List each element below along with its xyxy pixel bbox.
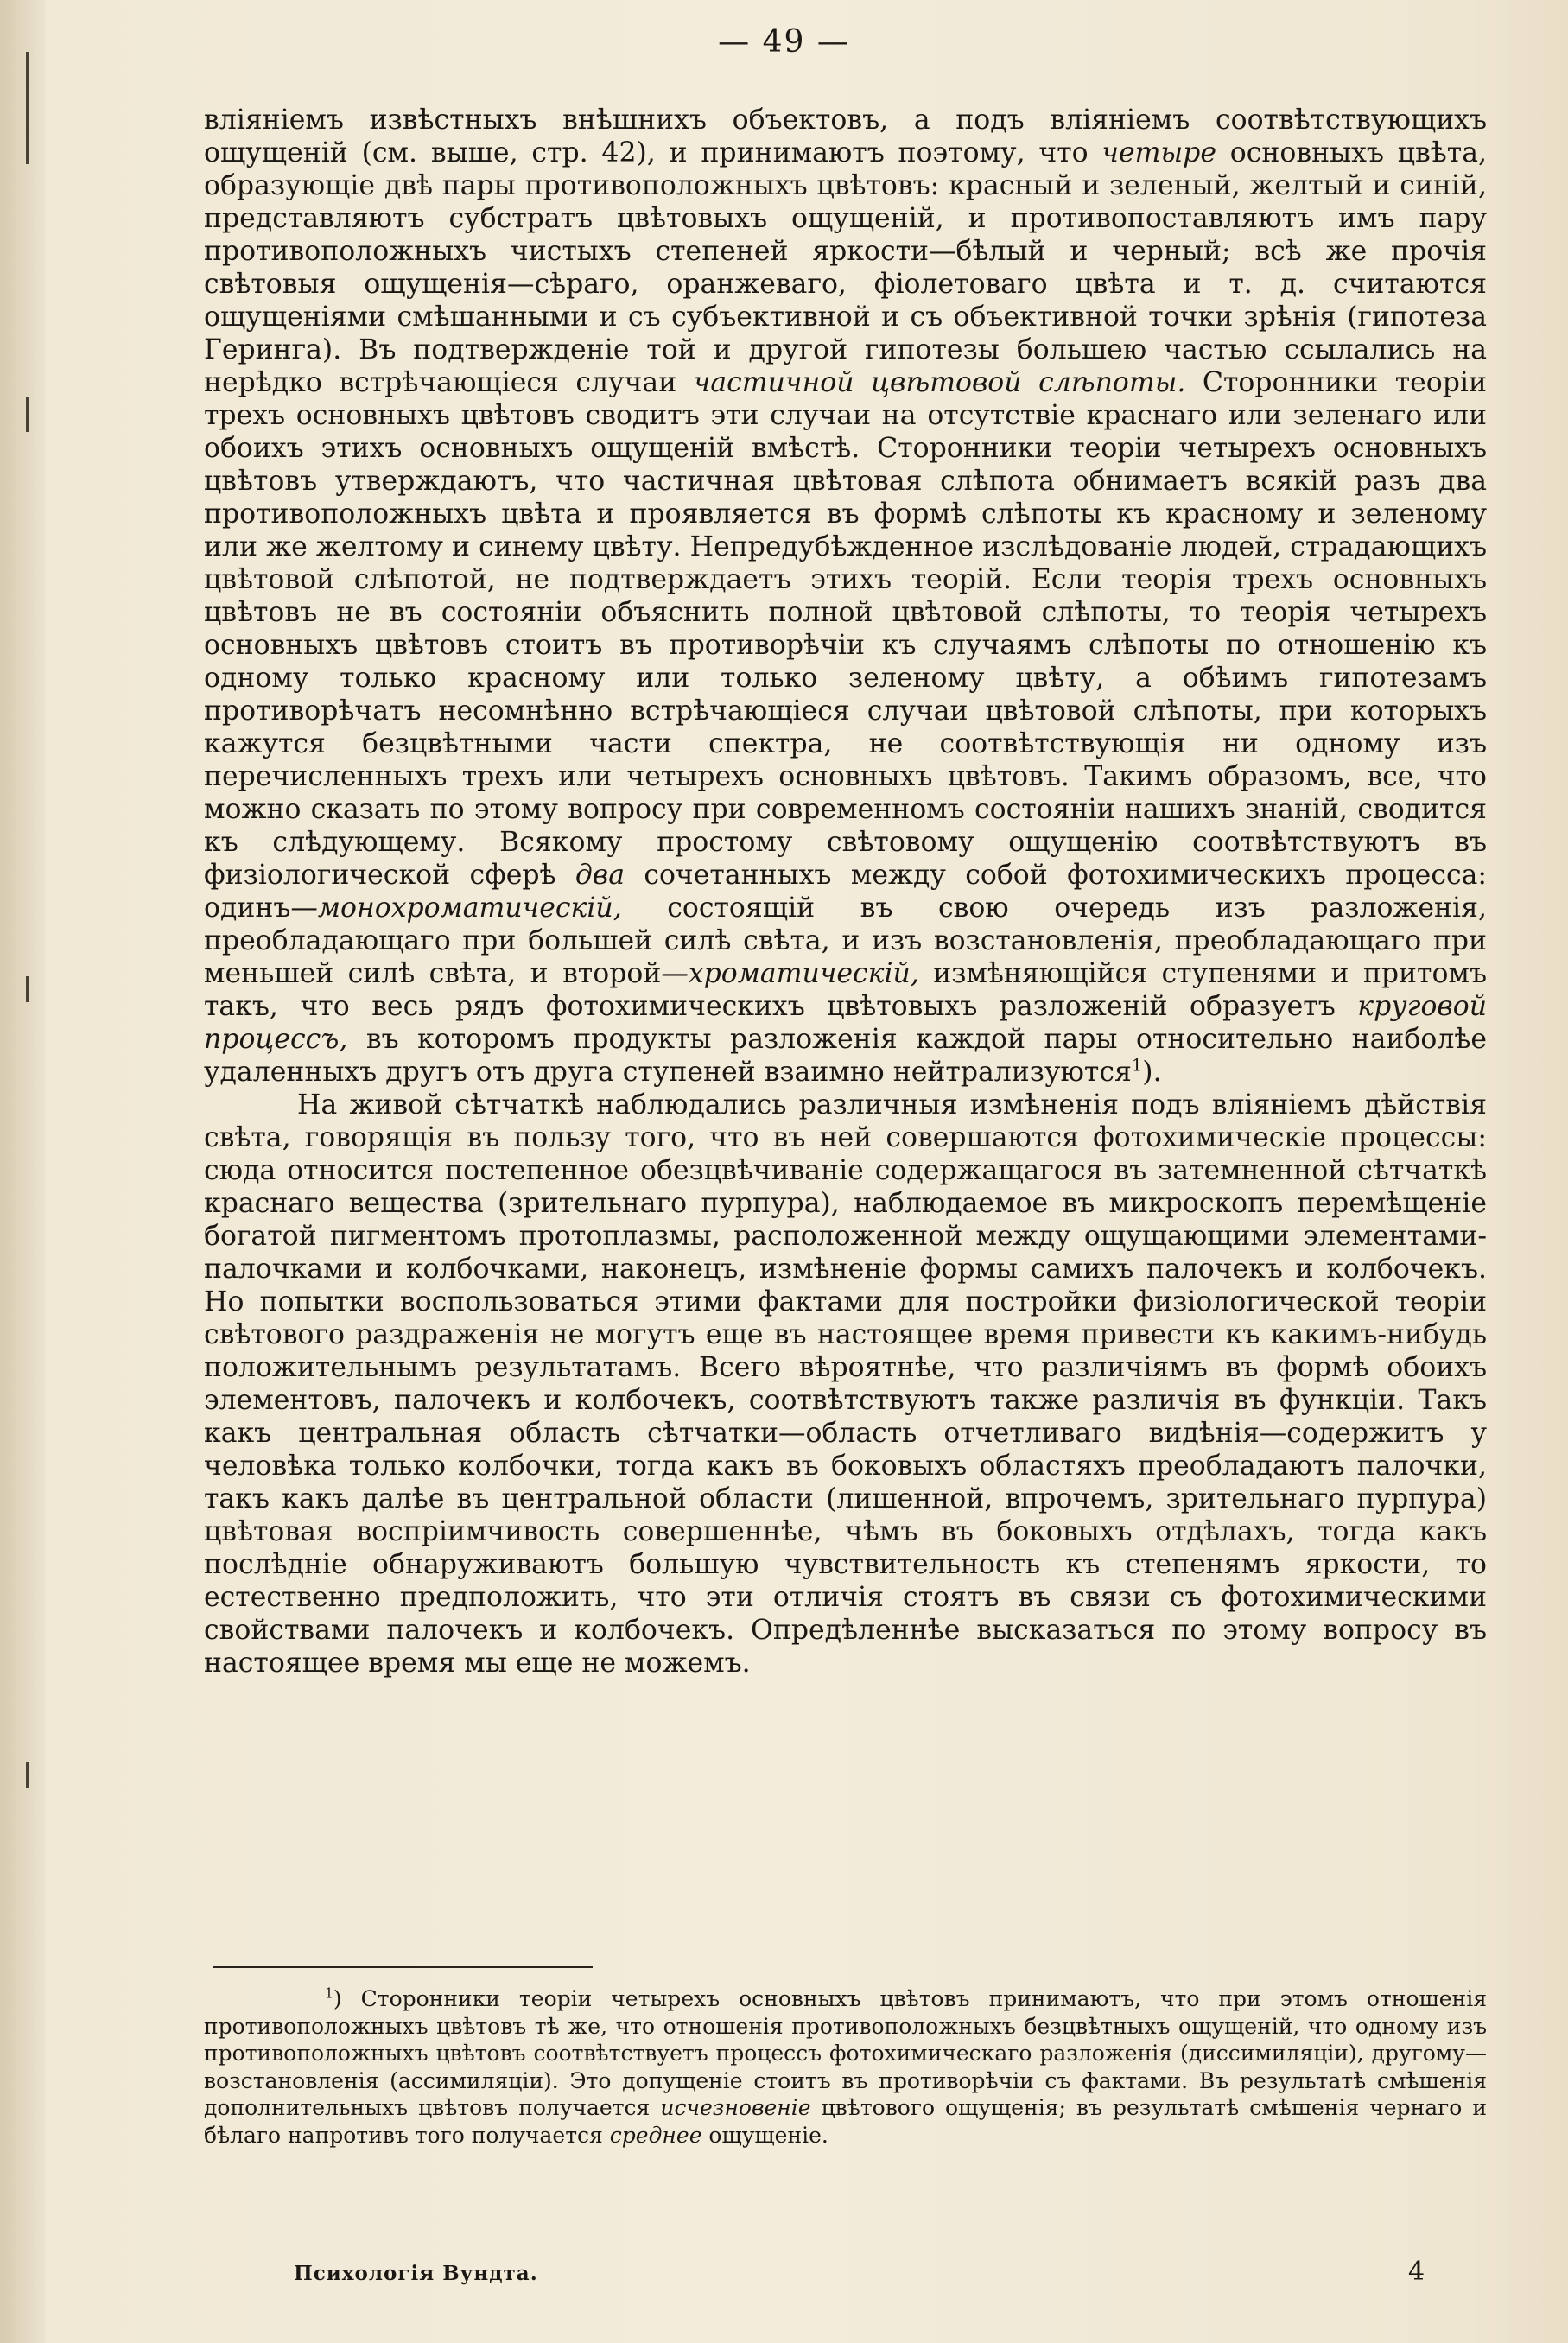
paragraph: вліяніемъ извѣстныхъ внѣшнихъ объектовъ, а подъ вліяніемъ соотвѣтствующихъ ощущеній (см. выше, стр. 42), и принимаютъ поэтому, что четыре основныхъ цвѣта, образующіе двѣ пары противоположныхъ цвѣтовъ: красный и зеленый, желтый и синій, представляютъ субстратъ цвѣтовыхъ ощущеній, и противопоставляютъ имъ пару противоположныхъ чистыхъ степеней яркости—бѣлый и черный; всѣ же прочія свѣтовыя ощущенія—сѣраго, оранжеваго, фіолетоваго цвѣта и т. д. считаются ощущеніями смѣшанными и съ субъективной и съ объективной точки зрѣнія (гипотеза Геринга). Въ подтвержденіе той и другой гипотезы большею частью ссылались на нерѣдко встрѣчающіеся случаи частичной цвѣтовой слѣпоты. Сторонники теоріи трехъ основныхъ цвѣтовъ сводитъ эти случаи на отсутствіе краснаго или зеленаго или обоихъ этихъ основныхъ ощущеній вмѣстѣ. Сторонники теоріи четырехъ основныхъ цвѣтовъ утверждаютъ, что частичная цвѣтовая слѣпота обнимаетъ всякій разъ два противоположныхъ цвѣта и проявляется въ формѣ слѣпоты къ красному и зеленому или же желтому и синему цвѣту. Непредубѣжденное изслѣдованіе людей, страдающихъ цвѣтовой слѣпотой, не подтверждаетъ этихъ теорій. Если теорія трехъ основныхъ цвѣтовъ не въ состояніи объяснить полной цвѣтовой слѣпоты, то теорія четырехъ основныхъ цвѣтовъ стоитъ въ противорѣчіи къ случаямъ слѣпоты по отношенію къ одному только красному или только зеленому цвѣту, а обѣимъ гипотезамъ противорѣчатъ несомнѣнно встрѣчающіеся случаи цвѣтовой слѣпоты, при которыхъ кажутся безцвѣтными части спектра, не соотвѣтствующія ни одному изъ перечисленныхъ трехъ или четырехъ основныхъ цвѣтовъ. Такимъ образомъ, все, что можно сказать по этому вопросу при современномъ состояніи нашихъ знаній, сводится къ слѣдующему. Всякому простому свѣтовому ощущенію соотвѣтствуютъ въ физіологической сферѣ два сочетанныхъ между собой фотохимическихъ процесса: одинъ—монохроматическій, состоящій въ свою очередь изъ разложенія, преобладающаго при большей силѣ свѣта, и изъ возстановленія, преобладающаго при меньшей силѣ свѣта, и второй—хроматическій, измѣняющійся ступенями и притомъ такъ, что весь рядъ фотохимическихъ цвѣтовыхъ разложеній образуетъ круговой процессъ, въ которомъ продукты разложенія каждой пары относительно наиболѣе удаленныхъ другъ отъ друга ступеней взаимно нейтрализуются$^1$). xyxy=(204,105,1487,1088)
emphasis: четыре xyxy=(1101,137,1216,168)
emphasis: частичной цвѣтовой слѣпоты. xyxy=(693,367,1186,398)
running-title: Психологія Вундта. xyxy=(294,2262,538,2285)
signature-mark: 4 xyxy=(1408,2257,1425,2287)
binding-mark xyxy=(26,397,29,432)
paragraph: На живой сѣтчаткѣ наблюдались различныя измѣненія подъ вліяніемъ дѣйствія свѣта, говорящія въ пользу того, что въ ней совершаются фотохимическіе процессы: сюда относится постепенное обезцвѣчиваніе содержащагося въ затемненной сѣтчаткѣ краснаго вещества (зрительнаго пурпура), наблюдаемое въ микроскопъ перемѣщеніе богатой пигментомъ протоплазмы, расположенной между ощущающими элементами-палочками и колбочками, наконецъ, измѣненіе формы самихъ палочекъ и колбочекъ. Но попытки воспользоваться этими фактами для постройки физіологической теоріи свѣтового раздраженія не могутъ еще въ настоящее время привести къ какимъ-нибудь положительнымъ результатамъ. Всего вѣроятнѣе, что различіямъ въ формѣ обоихъ элементовъ, палочекъ и колбочекъ, соотвѣтствуютъ также различія въ функціи. Такъ какъ центральная область сѣтчатки—область отчетливаго видѣнія—содержитъ у человѣка только колбочки, тогда какъ въ боковыхъ областяхъ преобладаютъ палочки, такъ какъ далѣе въ центральной области (лишенной, впрочемъ, зрительнаго пурпура) цвѣтовая воспріимчивость совершеннѣе, чѣмъ въ боковыхъ отдѣлахъ, тогда какъ послѣдніе обнаруживаютъ большую чувствительность къ степенямъ яркости, то естественно предположить, что эти отличія стоятъ въ связи съ фотохимическими свойствами палочекъ и колбочекъ. Опредѣленнѣе высказаться по этому вопросу въ настоящее время мы еще не можемъ. xyxy=(204,1089,1487,1679)
emphasis: исчезновеніе xyxy=(660,2095,811,2120)
emphasis: среднее xyxy=(609,2122,702,2148)
main-text xyxy=(204,104,1487,1679)
footnote-marker: 1 xyxy=(325,1985,333,2002)
emphasis: два xyxy=(575,860,625,891)
footnote-reference: 1 xyxy=(1131,1055,1143,1076)
binding-mark xyxy=(26,976,29,1002)
footnote: $^1$) Сторонники теоріи четырехъ основныхъ цвѣтовъ принимаютъ, что при этомъ отношенія противоположныхъ цвѣтовъ тѣ же, что отношенія противоположныхъ безцвѣтныхъ ощущеній, что одному изъ противоположныхъ цвѣтовъ соотвѣтствуетъ процессъ фотохимическаго разложенія (диссимиляціи), другому—возстановленія (ассимиляціи). Это допущеніе стоитъ въ противорѣчіи съ фактами. Въ результатѣ смѣшенія дополнительныхъ цвѣтовъ получается исчезновеніе цвѣтового ощущенія; въ результатѣ смѣшенія чернаго и бѣлаго напротивъ того получается среднее ощущеніе. xyxy=(204,1985,1487,2148)
page-binding-edge xyxy=(0,0,45,2343)
binding-mark xyxy=(26,1762,29,1788)
footnote-divider xyxy=(213,1966,593,1968)
emphasis: хроматическій, xyxy=(688,958,919,989)
emphasis: круговой процессъ, xyxy=(204,991,1487,1055)
binding-mark xyxy=(26,52,29,164)
emphasis: монохроматическій, xyxy=(317,892,622,924)
page-number: — 49 — xyxy=(718,24,850,60)
